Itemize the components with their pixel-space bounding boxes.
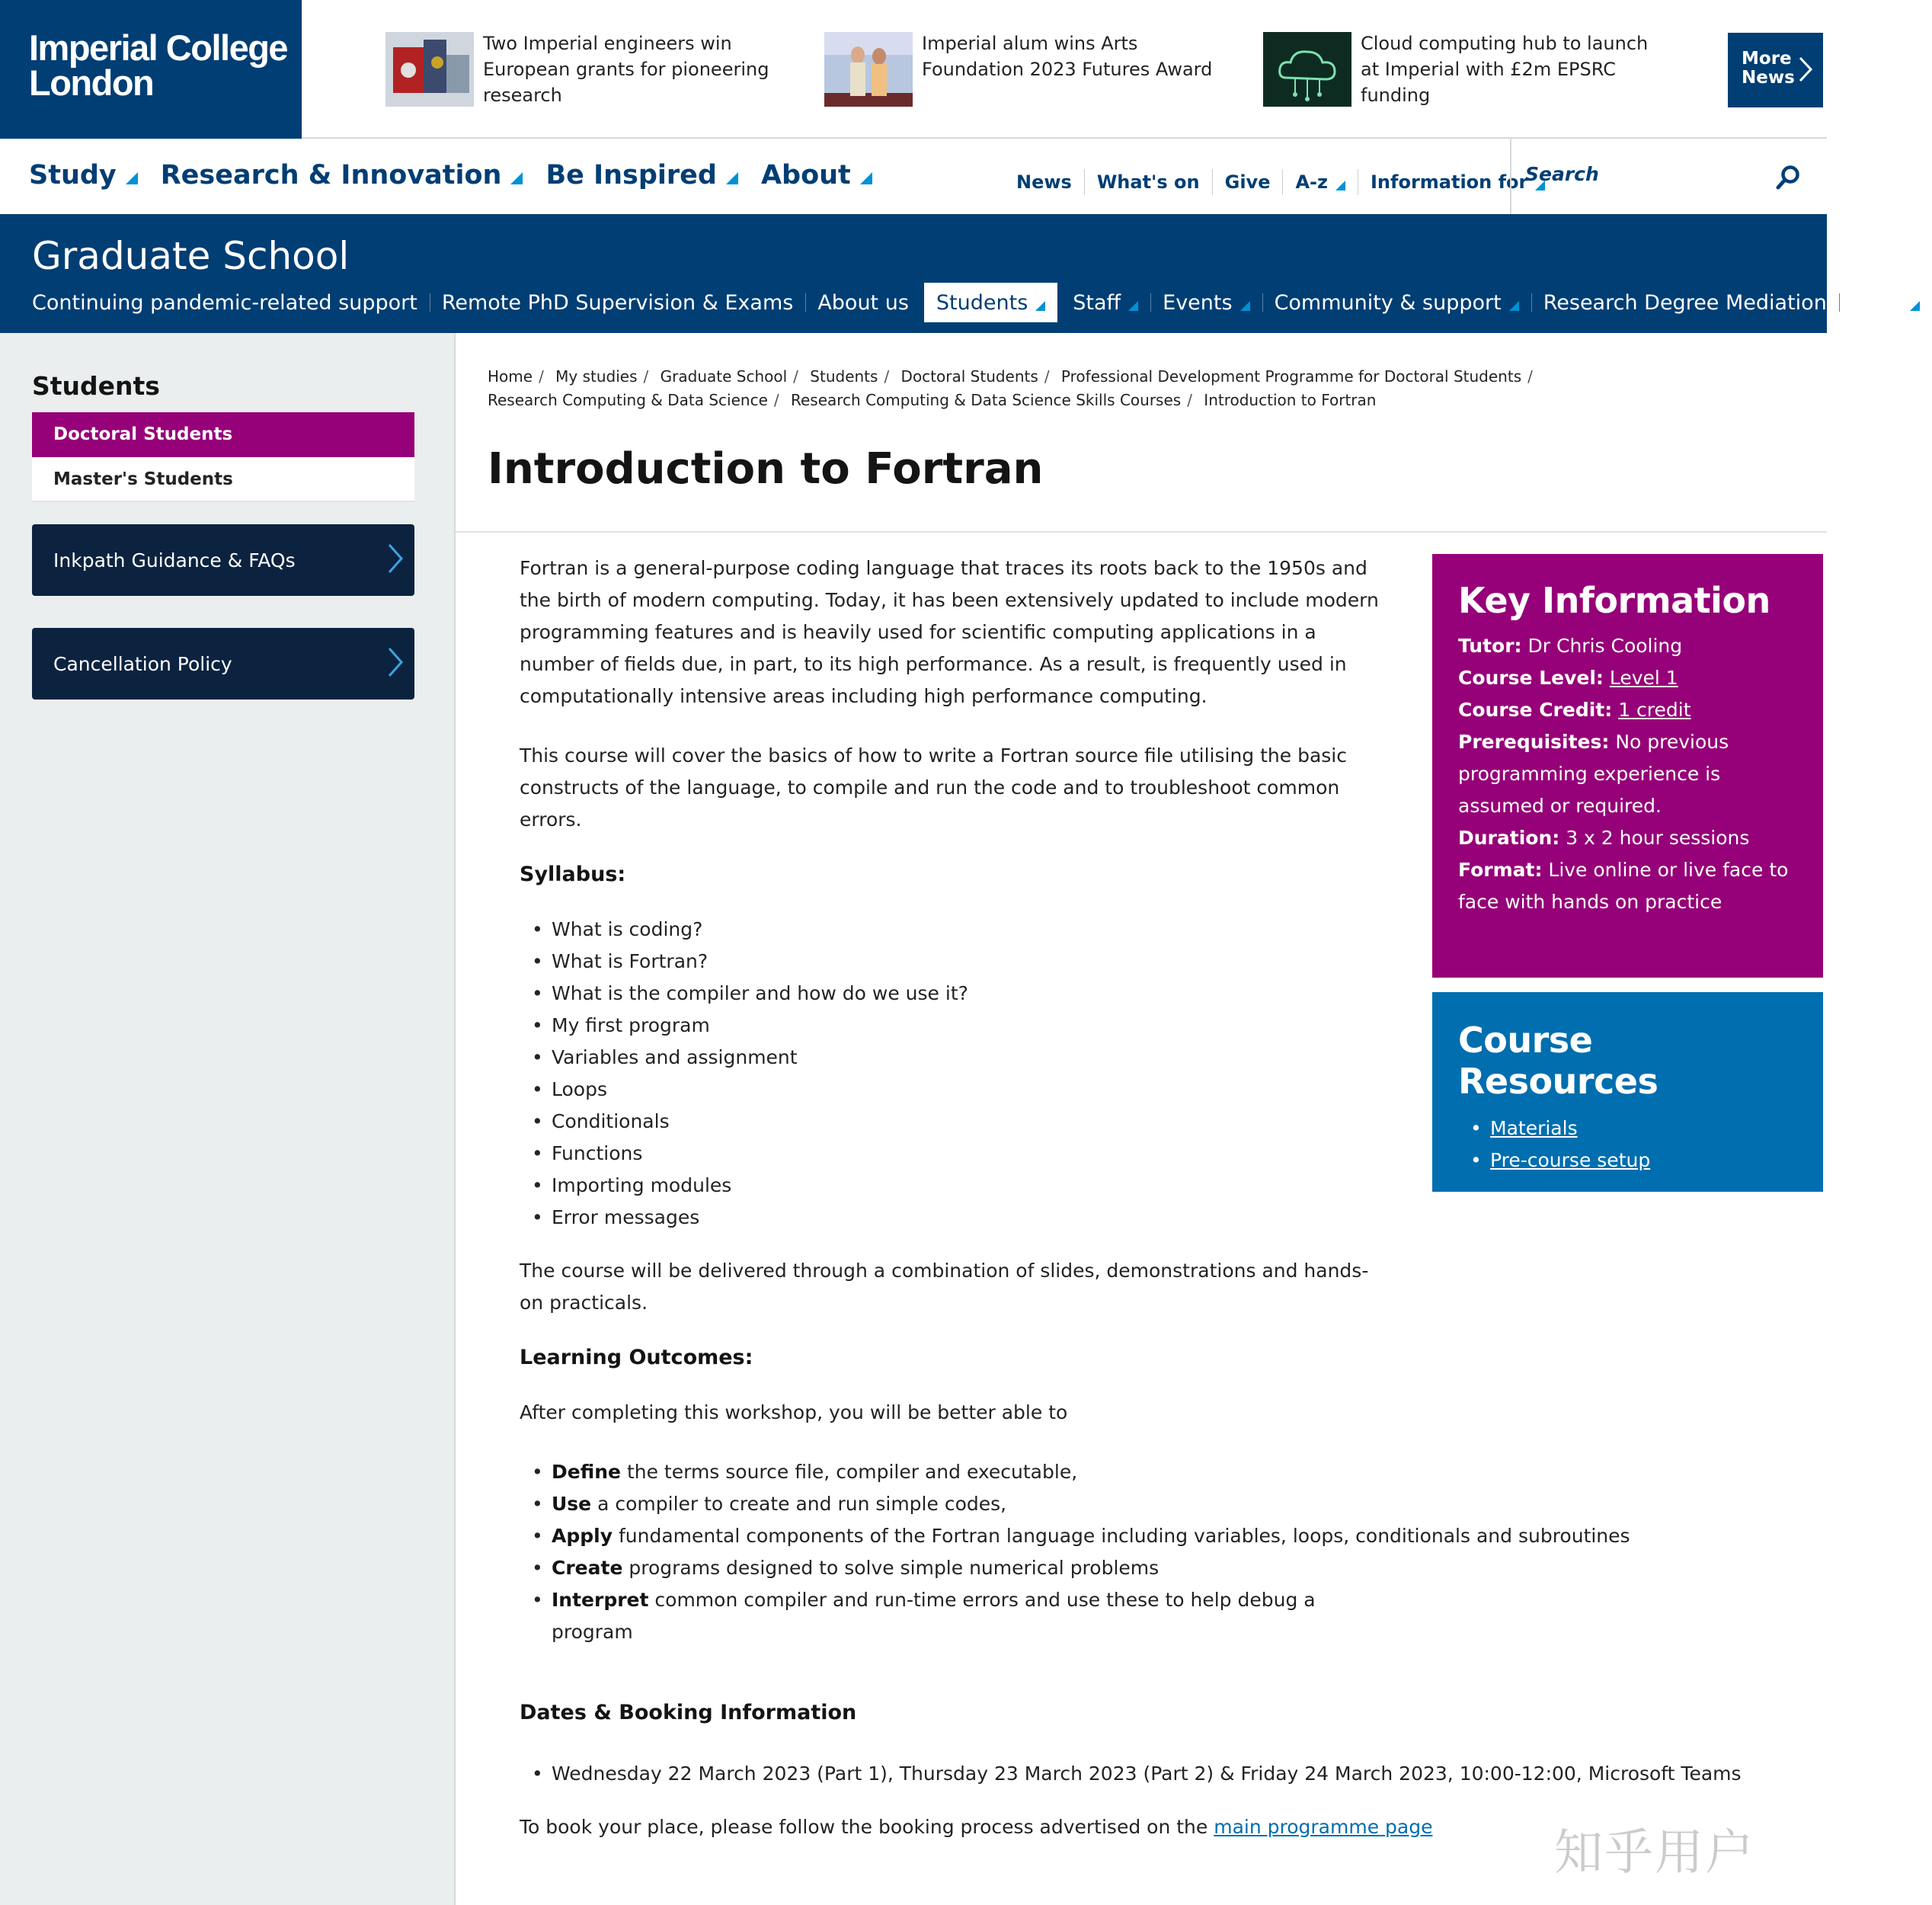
search-icon[interactable] (1775, 165, 1801, 194)
main-programme-link[interactable]: main programme page (1214, 1816, 1433, 1838)
more-news-label: More News (1742, 49, 1795, 88)
triangle-down-icon (126, 172, 138, 184)
syllabus-list (520, 914, 1380, 1234)
breadcrumb-current: Introduction to Fortran (1204, 391, 1377, 409)
list-item: • What is coding? (520, 914, 1380, 946)
cancellation-policy-label: Cancellation Policy (53, 652, 232, 675)
chevron-right-icon (1798, 56, 1813, 86)
cover-paragraph: This course will cover the basics of how to write a Fortran source file utilising the basic constructs of the language, to compile and run the code and to troubleshoot common errors. (520, 744, 1347, 831)
key-info-credit: Course Credit: 1 credit (1458, 699, 1691, 721)
breadcrumb-research-computing[interactable]: Research Computing & Data Science (488, 391, 768, 409)
subnav-students[interactable]: Students (924, 283, 1057, 322)
search-box (1510, 139, 1827, 214)
list-item: • Loops (520, 1074, 1380, 1106)
triangle-down-icon (1335, 181, 1345, 190)
section-header (0, 214, 1902, 333)
list-item: • Define the terms source file, compiler and executable, (520, 1456, 1380, 1488)
divider (456, 531, 1827, 533)
news-thumbnail-1 (385, 32, 474, 107)
syllabus-heading: Syllabus: (520, 863, 626, 886)
delivery-paragraph: The course will be delivered through a combination of slides, demonstrations and hands-on practicals. (520, 1260, 1369, 1314)
triangle-down-icon (860, 172, 872, 184)
list-item: • Wednesday 22 March 2023 (Part 1), Thursday 23 March 2023 (Part 2) & Friday 24 March 2023, 10:00-12:00, Microsoft Teams (520, 1758, 1380, 1790)
triangle-down-icon (1509, 301, 1519, 311)
top-bar (0, 0, 1827, 139)
subnav-community-support[interactable]: Community & support (1262, 283, 1531, 322)
resources-list (1458, 1113, 1797, 1177)
nav-whats-on[interactable]: What's on (1085, 169, 1213, 195)
watermark-text: 知乎用户 (1554, 1825, 1755, 1881)
more-news-button[interactable] (1728, 33, 1823, 107)
outcomes-heading: Learning Outcomes: (520, 1346, 753, 1369)
key-info-format: Format: Live online or live face to face with hands on practice (1458, 859, 1789, 913)
sidebar (0, 333, 456, 1905)
inkpath-guidance-label: Inkpath Guidance & FAQs (53, 549, 296, 572)
section-title[interactable]: Graduate School (32, 234, 350, 278)
triangle-down-icon (510, 172, 523, 184)
course-credit-link[interactable]: 1 credit (1618, 699, 1691, 721)
outcomes-intro: After completing this workshop, you will be better able to (520, 1401, 1068, 1423)
inkpath-guidance-card[interactable] (32, 524, 414, 596)
search-input[interactable] (1525, 158, 1754, 189)
page-title: Introduction to Fortran (488, 444, 1044, 494)
sidebar-item-masters-students[interactable]: Master's Students (32, 457, 414, 502)
nav-news[interactable]: News (1004, 169, 1085, 195)
list-item: • Create programs designed to solve simple numerical problems (520, 1552, 1380, 1584)
nav-be-inspired[interactable]: Be Inspired (545, 160, 737, 190)
breadcrumb-skills-courses[interactable]: Research Computing & Data Science Skills Courses (790, 391, 1182, 409)
list-item: • Use a compiler to create and run simple codes, (520, 1488, 1380, 1520)
list-item: • Error messages (520, 1202, 1380, 1234)
list-item: • Apply fundamental components of the Fortran language including variables, loops, conditionals and subroutines (520, 1520, 1380, 1552)
breadcrumb-my-studies[interactable]: My studies (555, 367, 638, 386)
list-item (1458, 1113, 1797, 1145)
dates-heading: Dates & Booking Information (520, 1701, 857, 1724)
course-resources-box (1432, 992, 1823, 1192)
subnav-more[interactable]: More (1839, 283, 1932, 322)
key-info-tutor: Tutor: Dr Chris Cooling (1458, 635, 1683, 657)
nav-information-for[interactable]: Information for (1358, 169, 1557, 195)
triangle-down-icon (1128, 301, 1138, 311)
sidebar-item-doctoral-students[interactable]: Doctoral Students (32, 412, 414, 457)
news-thumbnail-3 (1263, 32, 1351, 107)
key-info-duration: Duration: 3 x 2 hour sessions (1458, 827, 1750, 849)
breadcrumb-students[interactable]: Students (810, 367, 878, 386)
breadcrumb-doctoral-students[interactable]: Doctoral Students (900, 367, 1038, 386)
breadcrumb-professional-development[interactable]: Professional Development Programme for Doctoral Students (1060, 367, 1522, 386)
course-resources-title: Course Resources (1458, 1020, 1659, 1102)
imperial-logo[interactable] (0, 0, 302, 139)
list-item: • Conditionals (520, 1106, 1380, 1138)
nav-give[interactable]: Give (1213, 169, 1284, 195)
list-item: • My first program (520, 1010, 1380, 1042)
nav-a-z[interactable]: A-z (1283, 169, 1358, 195)
booking-paragraph: To book your place, please follow the booking process advertised on the main programme page (520, 1816, 1433, 1838)
chevron-right-icon (387, 646, 404, 683)
course-level-link[interactable]: Level 1 (1609, 667, 1678, 689)
list-item: • What is the compiler and how do we use it? (520, 978, 1380, 1010)
breadcrumb-home[interactable]: Home (488, 367, 533, 386)
nav-study[interactable]: Study (29, 160, 138, 190)
materials-link[interactable]: Materials (1490, 1117, 1578, 1139)
nav-about[interactable]: About (761, 160, 872, 190)
main-nav (0, 139, 1827, 214)
outcomes-list (520, 1456, 1630, 1648)
news-thumbnail-2 (824, 32, 913, 107)
list-item (1458, 1145, 1797, 1177)
triangle-down-icon (1035, 301, 1045, 311)
logo-line-1: Imperial College (29, 27, 288, 68)
triangle-down-icon (1910, 301, 1920, 311)
subnav-about-us[interactable]: About us (805, 283, 921, 322)
intro-paragraph: Fortran is a general-purpose coding language that traces its roots back to the 1950s and the birth of modern computing. Today, it has been extensively updated to include modern programming features and is heavily used for scientific computing applications in a number of fields due, in part, to its high performance. As a result, is frequently used in computationally intensive areas including high performance computing. (520, 557, 1379, 707)
secondary-nav (1004, 169, 1557, 195)
nav-research-innovation[interactable]: Research & Innovation (161, 160, 523, 190)
primary-nav (29, 160, 895, 190)
list-item: • Importing modules (520, 1170, 1380, 1202)
section-nav (32, 283, 1932, 322)
news-text-3: Cloud computing hub to launch at Imperial with £2m EPSRC funding (1361, 33, 1649, 106)
key-info-level: Course Level: Level 1 (1458, 667, 1678, 689)
subnav-remote-phd[interactable]: Remote PhD Supervision & Exams (430, 283, 805, 322)
subnav-research-degree-mediation[interactable]: Research Degree Mediation (1531, 283, 1839, 322)
subnav-staff[interactable]: Staff (1060, 283, 1150, 322)
list-item: • Interpret common compiler and run-time errors and use these to help debug a program (520, 1584, 1380, 1648)
key-information-title: Key Information (1458, 580, 1770, 621)
triangle-down-icon (1240, 301, 1250, 311)
cancellation-policy-card[interactable] (32, 628, 414, 700)
logo-line-2: London (29, 62, 154, 103)
dates-list (520, 1758, 1742, 1790)
triangle-down-icon (726, 172, 738, 184)
breadcrumb-graduate-school[interactable]: Graduate School (660, 367, 788, 386)
breadcrumb: Home / My studies / Graduate School / Students / Doctoral Students / Professional Development Programme for Doctoral Students / Research Computing & Data Science / Research Computing & Data Science Skills Courses / Introduction to Fortran (488, 367, 1533, 409)
news-text-2: Imperial alum wins Arts Foundation 2023 Futures Award (922, 33, 1213, 80)
pre-course-setup-link[interactable]: Pre-course setup (1490, 1149, 1651, 1171)
sidebar-title: Students (32, 371, 160, 401)
list-item: • Functions (520, 1138, 1380, 1170)
key-information-box (1432, 554, 1823, 978)
key-info-prerequisites: Prerequisites: No previous programming experience is assumed or required. (1458, 731, 1729, 817)
news-text-1: Two Imperial engineers win European grants for pioneering research (483, 33, 769, 106)
subnav-pandemic-support[interactable]: Continuing pandemic-related support (32, 290, 417, 315)
list-item: • What is Fortran? (520, 946, 1380, 978)
sidebar-list (32, 412, 414, 502)
subnav-events[interactable]: Events (1150, 283, 1262, 322)
chevron-right-icon (387, 543, 404, 579)
list-item: • Variables and assignment (520, 1042, 1380, 1074)
